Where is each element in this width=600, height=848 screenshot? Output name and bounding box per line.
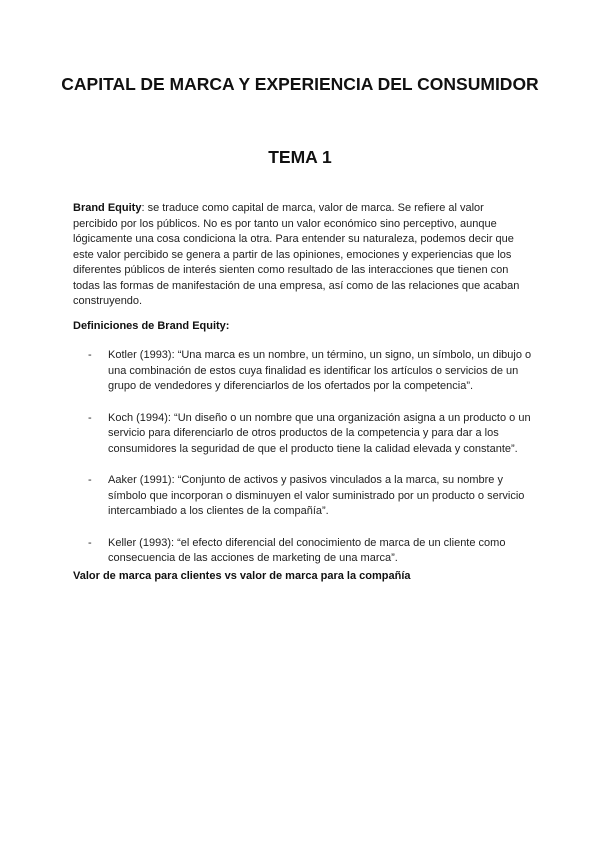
definition-text: Kotler (1993): “Una marca es un nombre, un término, un signo, un símbolo, un dibujo o una combinación de estos cuya finalidad es identificar los artículos o servicios de un grupo de vendedores y diferenciarlos de los ofertados por la competencia”. [108, 349, 532, 392]
bullet-dash: - [88, 411, 92, 424]
section-heading: Valor de marca para clientes vs valor de marca para la compañía [73, 570, 411, 582]
definitions-heading: Definiciones de Brand Equity: [73, 320, 230, 332]
definition-text: Aaker (1991): “Conjunto de activos y pasivos vinculados a la marca, su nombre y símbolo que incorporan o disminuyen el valor suministrado por un producto o servicio intercambiado a los clientes de la compañía”. [108, 474, 525, 517]
bullet-dash: - [88, 349, 92, 361]
bullet-dash: - [88, 474, 92, 486]
definition-item [88, 473, 533, 520]
document-title: CAPITAL DE MARCA Y EXPERIENCIA DEL CONSUMIDOR [61, 74, 539, 94]
definition-item [88, 348, 533, 395]
definitions-list [88, 348, 533, 583]
intro-text: : se traduce como capital de marca, valor de marca. Se refiere al valor percibido por los públicos. No es por tanto un valor económico sino perceptivo, aunque lógicamente una cosa condiciona la otra. Para entender su naturaleza, podemos decir que este valor percibido se genera a partir de las opiniones, emociones y experiencias que los diferentes públicos de interés sienten como resultado de las interacciones que tienen con todas las formas de manifestación de una empresa, así como de las relaciones que acaban construyendo. [73, 202, 520, 307]
definition-text: Keller (1993): “el efecto diferencial del conocimiento de marca de un cliente como consecuencia de las acciones de marketing de una marca”. [108, 536, 506, 564]
definition-text: Koch (1994): “Un diseño o un nombre que una organización asigna a un producto o un servicio para diferenciarlo de otros productos de la competencia y para dar a los consumidores la seguridad de que el producto tiene la calidad elevada y constante”. [108, 411, 531, 455]
intro-paragraph [73, 201, 531, 310]
definition-item [88, 411, 533, 458]
definition-item [88, 536, 533, 567]
intro-term: Brand Equity [73, 202, 142, 214]
topic-heading: TEMA 1 [268, 147, 332, 167]
bullet-dash: - [88, 536, 92, 549]
